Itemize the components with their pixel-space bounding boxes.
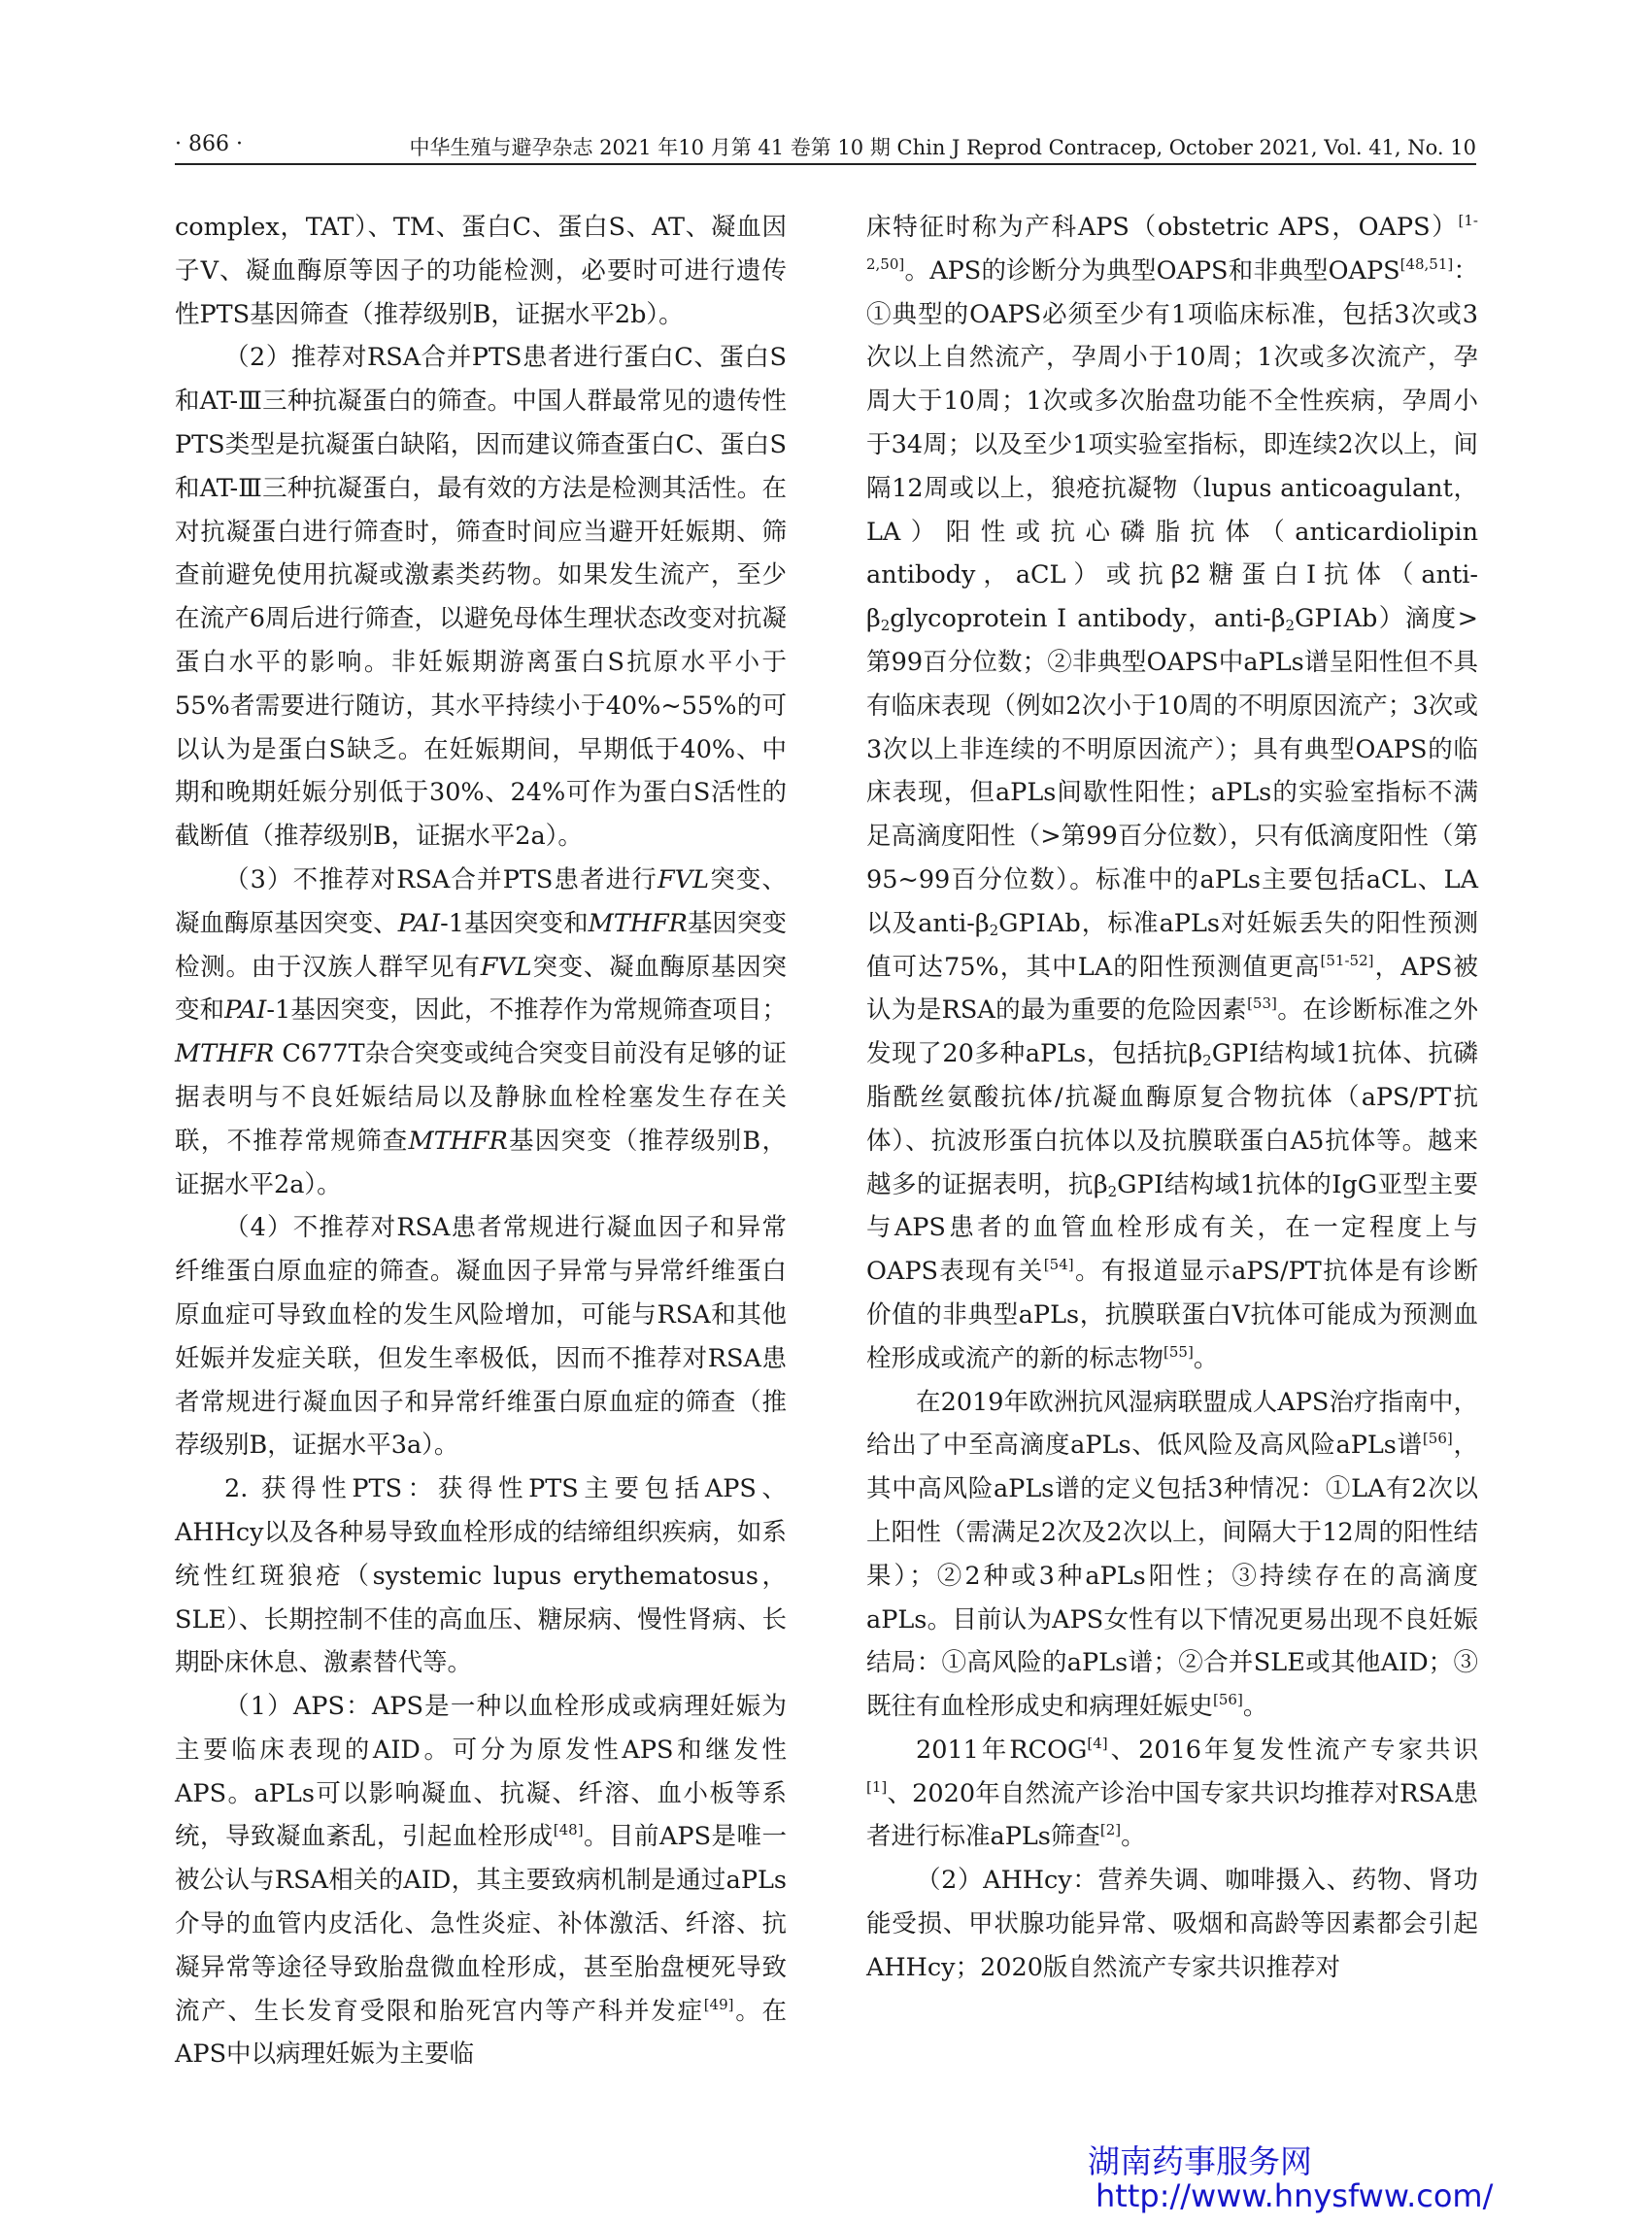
citation-ref: [51-52] xyxy=(1320,951,1374,969)
citation-ref: [53] xyxy=(1247,995,1277,1013)
paragraph: complex，TAT）、TM、蛋白C、蛋白S、AT、凝血因子Ⅴ、凝血酶原等因子的功能检测，必要时可进行遗传性PTS基因筛查（推荐级别B，证据水平2b）。 xyxy=(175,213,787,329)
citation-ref: [1] xyxy=(866,1777,888,1796)
citation-ref: [55] xyxy=(1163,1342,1194,1361)
paragraph: （1）APS：APS是一种以血栓形成或病理妊娠为主要临床表现的AID。可分为原发性APS和继发性APS。aPLs可以影响凝血、抗凝、纤溶、血小板等系统，导致凝血紊乱，引起血栓形成[48]。目前APS是唯一被公认与RSA相关的AID，其主要致病机制是通过aPLs介导的血管内皮活化、急性炎症、补体激活、纤溶、抗凝异常等途径导致胎盘微血栓形成，甚至胎盘梗死导致流产、生长发育受限和胎死宫内等产科并发症[49]。在APS中以病理妊娠为主要临 xyxy=(175,1692,787,2070)
citation-ref: [56] xyxy=(1422,1430,1453,1448)
left-column xyxy=(175,206,787,2076)
citation-ref: [49] xyxy=(703,1995,734,2013)
paragraph: 在2019年欧洲抗风湿病联盟成人APS治疗指南中，给出了中至高滴度aPLs、低风险及高风险aPLs谱[56]，其中高风险aPLs谱的定义包括3种情况：①LA有2次以上阳性（需满足2次及2次以上，间隔大于12周的阳性结果）；②2种或3种aPLs阳性；③持续存在的高滴度aPLs。目前认为APS女性有以下情况更易出现不良妊娠结局：①高风险的aPLs谱；②合并SLE或其他AID；③既往有血栓形成史和病理妊娠史[56]。 xyxy=(866,1387,1478,1722)
journal-citation: 中华生殖与避孕杂志 2021 年10 月第 41 卷第 10 期 Chin J Reprod Contracep, October 2021, Vol. 41, No. 10 xyxy=(409,136,1476,159)
paragraph: 2. 获得性PTS：获得性PTS主要包括APS、AHHcy以及各种易导致血栓形成的结缔组织疾病，如系统性红斑狼疮（systemic lupus erythematosus，SLE）、长期控制不佳的高血压、糖尿病、慢性肾病、长期卧床休息、激素替代等。 xyxy=(175,1474,787,1678)
paragraph: （2）AHHcy：营养失调、咖啡摄入、药物、肾功能受损、甲状腺功能异常、吸烟和高龄等因素都会引起AHHcy；2020版自然流产专家共识推荐对 xyxy=(866,1866,1478,1982)
page-number: · 866 · xyxy=(175,132,243,156)
paragraph: 2011年RCOG[4]、2016年复发性流产专家共识[1]、2020年自然流产诊治中国专家共识均推荐对RSA患者进行标准aPLs筛查[2]。 xyxy=(866,1734,1478,1852)
paragraph: （3）不推荐对RSA合并PTS患者进行FVL突变、凝血酶原基因突变、PAI-1基因突变和MTHFR基因突变检测。由于汉族人群罕见有FVL突变、凝血酶原基因突变和PAI-1基因突变，因此，不推荐作为常规筛查项目；MTHFR C677T杂合突变或纯合突变目前没有足够的证据表明与不良妊娠结局以及静脉血栓栓塞发生存在关联，不推荐常规筛查MTHFR基因突变（推荐级别B，证据水平2a）。 xyxy=(175,864,787,1199)
paragraph: （4）不推荐对RSA患者常规进行凝血因子和异常纤维蛋白原血症的筛查。凝血因子异常与异常纤维蛋白原血症可导致血栓的发生风险增加，可能与RSA和其他妊娠并发症关联，但发生率极低，因而不推荐对RSA患者常规进行凝血因子和异常纤维蛋白原血症的筛查（推荐级别B，证据水平3a）。 xyxy=(175,1213,787,1461)
page-header xyxy=(175,128,1476,165)
citation-ref: [2] xyxy=(1099,1821,1122,1839)
citation-ref: [56] xyxy=(1213,1691,1243,1709)
citation-ref: [48] xyxy=(553,1821,584,1839)
right-column xyxy=(866,206,1478,1990)
watermark-url[interactable]: http://www.hnysfww.com/ xyxy=(1096,2177,1494,2214)
paragraph: （2）推荐对RSA合并PTS患者进行蛋白C、蛋白S和AT-Ⅲ三种抗凝蛋白的筛查。中国人群最常见的遗传性PTS类型是抗凝蛋白缺陷，因而建议筛查蛋白C、蛋白S和AT-Ⅲ三种抗凝蛋白，最有效的方法是检测其活性。在对抗凝蛋白进行筛查时，筛查时间应当避开妊娠期、筛查前避免使用抗凝或激素类药物。如果发生流产，至少在流产6周后进行筛查，以避免母体生理状态改变对抗凝蛋白水平的影响。非妊娠期游离蛋白S抗原水平小于55%者需要进行随访，其水平持续小于40%~55%的可以认为是蛋白S缺乏。在妊娠期间，早期低于40%、中期和晚期妊娠分别低于30%、24%可作为蛋白S活性的截断值（推荐级别B，证据水平2a）。 xyxy=(175,343,787,852)
citation-ref: [48,51] xyxy=(1399,254,1454,273)
citation-ref: [1-2,50] xyxy=(866,212,1478,273)
citation-ref: [4] xyxy=(1087,1734,1108,1752)
watermark-site-name: 湖南药事服务网 xyxy=(1088,2142,1312,2180)
citation-ref: [54] xyxy=(1043,1256,1074,1274)
paragraph: 床特征时称为产科APS（obstetric APS，OAPS）[1-2,50]。APS的诊断分为典型OAPS和非典型OAPS[48,51]：①典型的OAPS必须至少有1项临床标准，包括3次或3次以上自然流产，孕周小于10周；1次或多次流产，孕周大于10周；1次或多次胎盘功能不全性疾病，孕周小于34周；以及至少1项实验室指标，即连续2次以上，间隔12周或以上，狼疮抗凝物（lupus anticoagulant，LA）阳性或抗心磷脂抗体（anticardiolipin antibody，aCL）或抗β2糖蛋白Ⅰ抗体（$anti-\beta_2glycoprotein$ Ⅰ antibody，anti-$\beta_2GPⅠAb$）滴度>第99百分位数；②非典型OAPS中aPLs谱呈阳性但不具有临床表现（例如2次小于10周的不明原因流产；3次或3次以上非连续的不明原因流产）；具有典型OAPS的临床表现，但aPLs间歇性阳性；aPLs的实验室指标不满足高滴度阳性（>第99百分位数），只有低滴度阳性（第95~99百分位数）。标准中的aPLs主要包括aCL、LA以及anti-$\beta_2GPⅠAb$，标准aPLs对妊娠丢失的阳性预测值可达75%，其中LA的阳性预测值更高[51-52]，APS被认为是RSA的最为重要的危险因素[53]。在诊断标准之外发现了20多种aPLs，包括抗$\beta_2GPⅠ$结构域1抗体、抗磷脂酰丝氨酸抗体/抗凝血酶原复合物抗体（aPS/PT抗体）、抗波形蛋白抗体以及抗膜联蛋白A5抗体等。越来越多的证据表明，抗$\beta_2GPⅠ$结构域1抗体的IgG亚型主要与APS患者的血管血栓形成有关，在一定程度上与OAPS表现有关[54]。有报道显示aPS/PT抗体是有诊断价值的非典型aPLs，抗膜联蛋白Ⅴ抗体可能成为预测血栓形成或流产的新的标志物[55]。 xyxy=(866,212,1479,1373)
